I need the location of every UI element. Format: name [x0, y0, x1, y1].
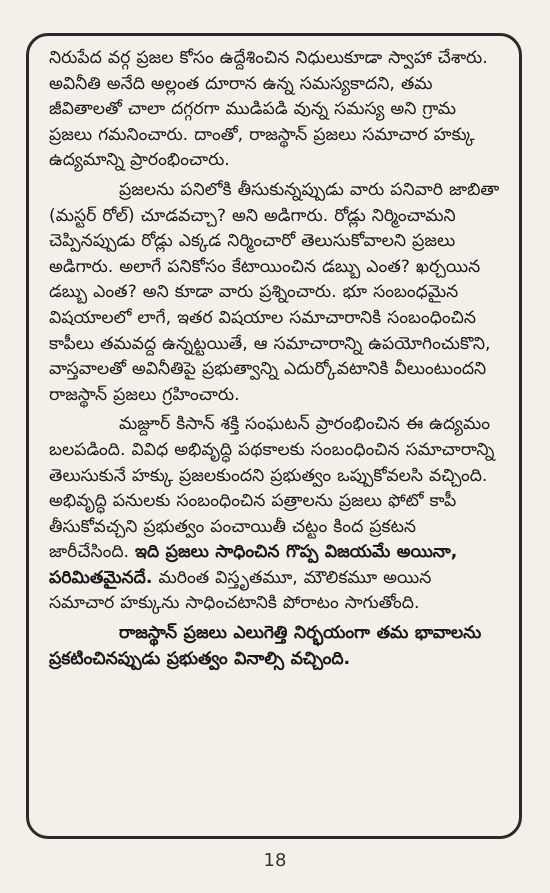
- paragraph-3-bold-text: ఇది ప్రజలు సాధించిన గొప్ప విజయమే అయినా, పరిమితమైనదే.: [49, 542, 458, 588]
- paragraph-1: నిరుపేద వర్గ ప్రజల కోసం ఉద్దేశించిన నిధులుకూడా స్వాహా చేశారు. అవినీతి అనేది అల్లంత దూరాన ఉన్న సమస్యకాదని, తమ జీవితాలతో చాలా దగ్గరగా ముడిపడి వున్న సమస్య అని గ్రామ ప్రజలు గమనించారు. దాంతో, రాజస్థాన్ ప్రజలు సమాచార హక్కు ఉద్యమాన్ని ప్రారంభించారు.: [49, 48, 488, 171]
- paragraph-4: రాజస్థాన్ ప్రజలు ఎలుగెత్తి నిర్భయంగా తమ భావాలను ప్రకటించినప్పుడు ప్రభుత్వం వినాల్సి వచ్చింది.: [49, 623, 482, 669]
- paragraph-3-text-end: మరింత విస్తృతమూ, మౌలికమూ అయిన సమాచార హక్కును సాధించటానికి పోరాటం సాగుతోంది.: [49, 567, 432, 614]
- paragraph-2: ప్రజలను పనిలోకి తీసుకున్నప్పుడు వారు పనివారి జాబితా (మస్టర్ రోల్) చూడవచ్చా? అని అడిగారు. రోడ్లు నిర్మించామని చెప్పినప్పుడు రోడ్లు ఎక్కడ నిర్మించారో తెలుసుకోవాలని ప్రజలు అడిగారు. అలాగే పనికోసం కేటాయించిన డబ్బు ఎంత? ఖర్చయిన డబ్బు ఎంత? అని కూడా వారు ప్రశ్నించారు. భూ సంబంధమైన విషయాలలో లాగే, ఇతర విషయాల సమాచారానికి సంబంధించిన కాపీలు తమవద్ద ఉన్నట్టయితే, ఆ సమాచారాన్ని ఉపయోగించుకొని, వాస్తవాలతో అవినీతిపై ప్రభుత్వాన్ని ఎదుర్కోవటానికి వీలుంటుందని రాజస్థాన్ ప్రజలు గ్రహించారు.: [49, 179, 500, 405]
- paragraph-3-text-start: మజ్దూర్ కిసాన్ శక్తి సంఘటన్ ప్రారంభించిన ఈ ఉద్యమం బలపడింది. వివిధ అభివృద్ధి పథకాలకు సంబంధించిన సమాచారాన్ని తెలుసుకునే హక్కు ప్రజలకుందని ప్రభుత్వం ఒప్పుకోవలసి వచ్చింది. అభివృద్ధి పనులకు సంబంధించిన పత్రాలను ప్రజలు ఫోటో కాపీ తీసుకోవచ్చని ప్రభుత్వం పంచాయితీ చట్టం కింద ప్రకటన జారీచేసింది.: [49, 414, 495, 563]
- text-box-frame: [26, 33, 522, 839]
- paragraph-3: [49, 412, 501, 617]
- page-number: 18: [263, 850, 287, 871]
